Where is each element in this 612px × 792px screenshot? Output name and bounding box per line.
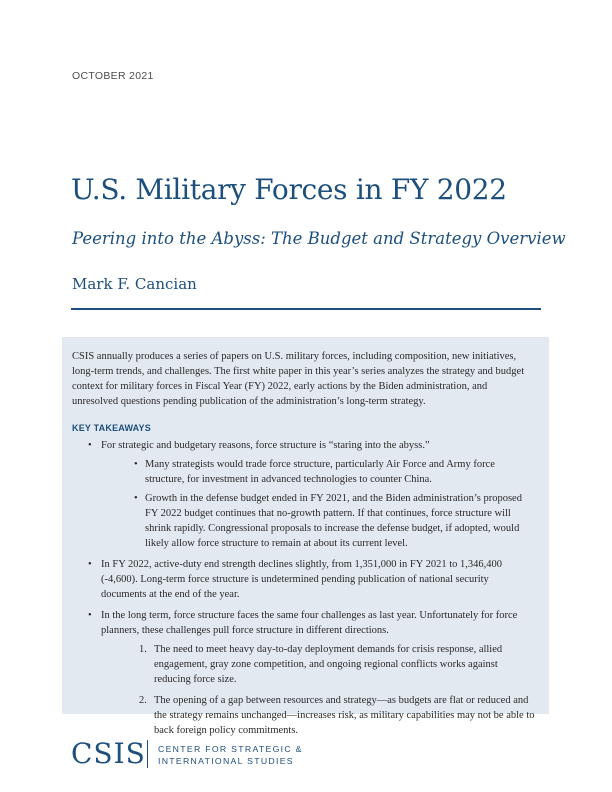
challenge-item — [139, 693, 535, 738]
csis-logo: CSIS — [71, 737, 146, 770]
intro-paragraph: CSIS annually produces a series of papers on U.S. military forces, including composition, new initiatives, long-term trends, and challenges. The first white paper in this year’s series analyzes the strategy and budget context for military forces in Fiscal Year (FY) 2022, early actions by the Biden administration, and unresolved questions pending publication of the administration’s long-term strategy. — [72, 351, 525, 407]
takeaways-list — [72, 438, 535, 738]
organization-name — [158, 743, 358, 767]
takeaway-text: In FY 2022, active-duty end strength declines slightly, from 1,351,000 in FY 2021 to 1,346,400 (-4,600). Long-term force structure is undetermined pending publication of national security documents at the end of the year. — [101, 559, 502, 600]
challenge-text: The opening of a gap between resources and strategy—as budgets are flat or reduced and the strategy remains unchanged—increases risk, as military capabilities may not be able to back foreign policy commitments. — [154, 695, 535, 736]
challenge-number: 1. — [139, 644, 147, 655]
sub-takeaways-list — [101, 457, 535, 551]
report-title: U.S. Military Forces in FY 2022 — [71, 173, 507, 206]
key-takeaways-heading: KEY TAKEAWAYS — [72, 423, 151, 433]
challenge-number: 2. — [139, 695, 147, 706]
takeaway-item — [82, 608, 535, 738]
takeaway-item — [82, 438, 535, 551]
takeaway-text: In the long term, force structure faces the same four challenges as last year. Unfortunately for force planners, these challenges pull force structure in different directions. — [101, 610, 518, 636]
challenges-list — [101, 642, 535, 738]
sub-takeaway-item: • Many strategists would trade force structure, particularly Air Force and Army force structure, for investment in advanced technologies to counter China. — [134, 457, 535, 487]
challenge-text: The need to meet heavy day-to-day deployment demands for crisis response, allied engagement, gray zone competition, and ongoing regional conflicts works against reducing force size. — [154, 644, 503, 685]
org-name-line-2: INTERNATIONAL STUDIES — [158, 756, 294, 766]
report-subtitle: Peering into the Abyss: The Budget and Strategy Overview — [72, 229, 566, 248]
summary-panel — [62, 337, 549, 736]
challenge-item — [139, 642, 535, 687]
takeaway-text: For strategic and budgetary reasons, force structure is “staring into the abyss.” — [101, 440, 430, 451]
sub-takeaway-item: • Growth in the defense budget ended in FY 2021, and the Biden administration’s proposed FY 2022 budget continues that no-growth pattern. If that continues, force structure will shrink rapidly. Congressional proposals to increase the defense budget, if adopted, would likely allow force structure to remain at about its current level. — [134, 491, 535, 551]
report-date: OCTOBER 2021 — [72, 70, 154, 82]
author-name: Mark F. Cancian — [72, 275, 197, 293]
org-name-line-1: CENTER FOR STRATEGIC & — [158, 744, 303, 754]
takeaway-item — [82, 557, 535, 602]
logo-divider — [147, 740, 148, 768]
title-divider — [71, 308, 541, 310]
